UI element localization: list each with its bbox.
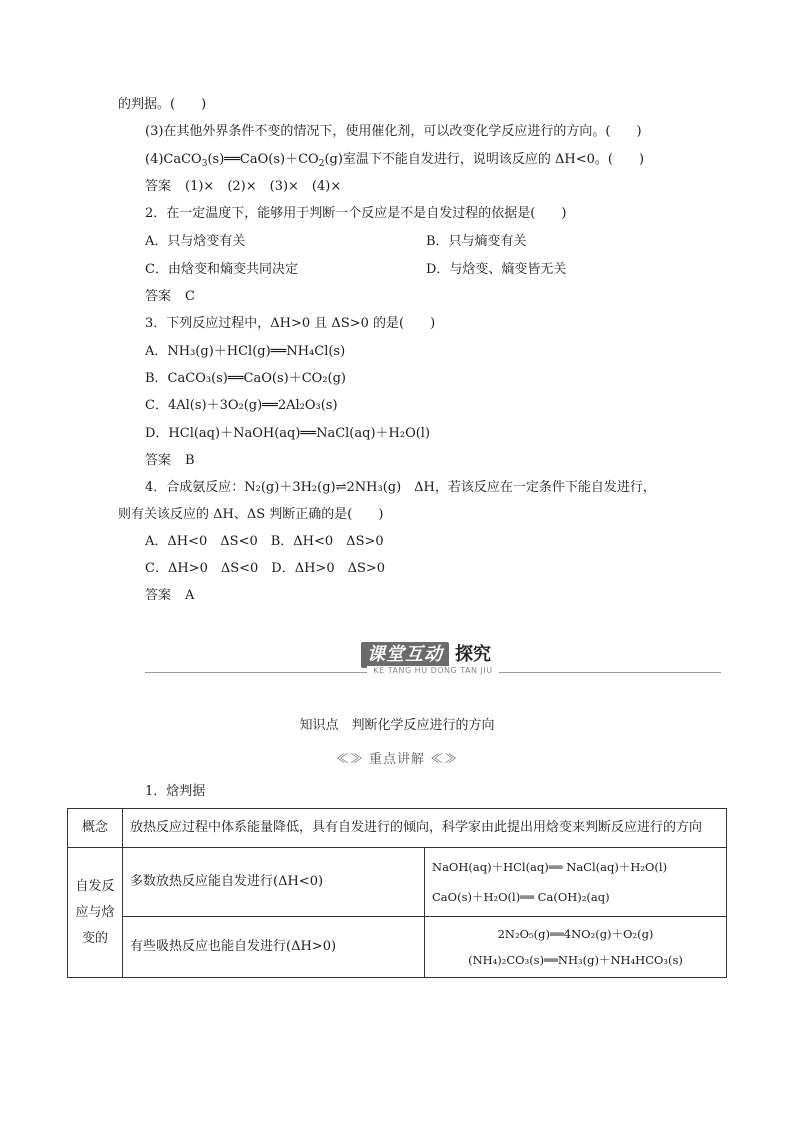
answer-value: C xyxy=(185,289,195,304)
option-b: B．只与熵变有关 xyxy=(426,234,527,249)
table-cell xyxy=(425,917,727,978)
answer-line xyxy=(145,452,195,470)
answer-value: A xyxy=(185,588,195,603)
section-banner xyxy=(145,640,721,680)
banner-pinyin: KE TANG HU DONG TAN JIU xyxy=(145,666,721,675)
option-d: D．与焓变、熵变皆无关 xyxy=(426,262,567,277)
option-c: C．4Al(s)＋3O₂(g)══2Al₂O₃(s) xyxy=(145,398,338,413)
option-a: A．NH₃(g)＋HCl(g)══NH₄Cl(s) xyxy=(145,344,346,359)
option-b: B．CaCO₃(s)══CaO(s)＋CO₂(g) xyxy=(145,371,346,386)
banner-boxed-title: 课堂互动 xyxy=(361,642,449,668)
question-3-statement: (3)在其他外界条件不变的情况下，使用催化剂，可以改变化学反应进行的方向。( ) xyxy=(145,124,642,139)
equation: NaOH(aq)＋HCl(aq)══ NaCl(aq)＋H₂O(l) xyxy=(432,860,668,874)
item-title: 1．焓判据 xyxy=(145,784,206,799)
enthalpy-criterion-table xyxy=(67,808,727,978)
equation: CaO(s)＋H₂O(l)══ Ca(OH)₂(aq) xyxy=(432,890,610,904)
options-cd: C．ΔH>0 ΔS<0 D．ΔH>0 ΔS>0 xyxy=(145,561,386,576)
answer-value: B xyxy=(185,453,195,468)
answer-value: (1)× (2)× (3)× (4)× xyxy=(185,179,342,194)
answer-label: 答案 xyxy=(145,289,172,304)
table-row-head: 自发反应与焓变的 xyxy=(68,848,123,978)
question-3: 3．下列反应过程中，ΔH>0 且 ΔS>0 的是( ) xyxy=(145,316,436,331)
table-row-head: 概念 xyxy=(68,809,123,848)
question-4: 4．合成氨反应：N₂(g)＋3H₂(g)⇌2NH₃(g) ΔH，若该反应在一定条件下能自发进行， xyxy=(145,480,656,495)
option-d: D．HCl(aq)＋NaOH(aq)══NaCl(aq)＋H₂O(l) xyxy=(145,426,431,441)
options-ab: A．ΔH<0 ΔS<0 B．ΔH<0 ΔS>0 xyxy=(145,534,384,549)
answer-line xyxy=(145,288,195,306)
equation: 2N₂O₅(g)══4NO₂(g)＋O₂(g) xyxy=(497,927,654,941)
answer-label: 答案 xyxy=(145,588,172,603)
table-cell: 放热反应过程中体系能量降低，具有自发进行的倾向，科学家由此提出用焓变来判断反应进行的方向 xyxy=(123,809,727,848)
table-row xyxy=(68,848,727,917)
answer-label: 答案 xyxy=(145,179,172,194)
table-row xyxy=(68,917,727,978)
answer-line xyxy=(145,587,194,605)
equation: (NH₄)₂CO₃(s)══NH₃(g)＋NH₄HCO₃(s) xyxy=(468,953,683,967)
question-4-statement: $(4)CaCO_3(s)══CaO(s)+CO_2(g)$室温下不能自发进行，说明该反应的 ΔH<0。( ) xyxy=(145,152,645,169)
table-cell xyxy=(425,848,727,917)
option-c: C．由焓变和熵变共同决定 xyxy=(145,262,298,277)
banner-title: 探究 xyxy=(455,644,491,665)
answer-line xyxy=(145,178,341,196)
option-a: A．只与焓变有关 xyxy=(145,234,246,249)
text-line: 的判据。( ) xyxy=(118,97,207,112)
knowledge-point-title: 知识点 判断化学反应进行的方向 xyxy=(299,718,495,733)
question-4-continued: 则有关该反应的 ΔH、ΔS 判断正确的是( ) xyxy=(118,507,384,522)
table-cell: 有些吸热反应也能自发进行(ΔH>0) xyxy=(123,917,425,978)
answer-label: 答案 xyxy=(145,453,172,468)
question-2: 2．在一定温度下，能够用于判断一个反应是不是自发过程的依据是( ) xyxy=(145,206,567,221)
table-row xyxy=(68,809,727,848)
table-cell: 多数放热反应能自发进行(ΔH<0) xyxy=(123,848,425,917)
subheading: ≪≫ 重点讲解 ≪≫ xyxy=(335,752,459,767)
